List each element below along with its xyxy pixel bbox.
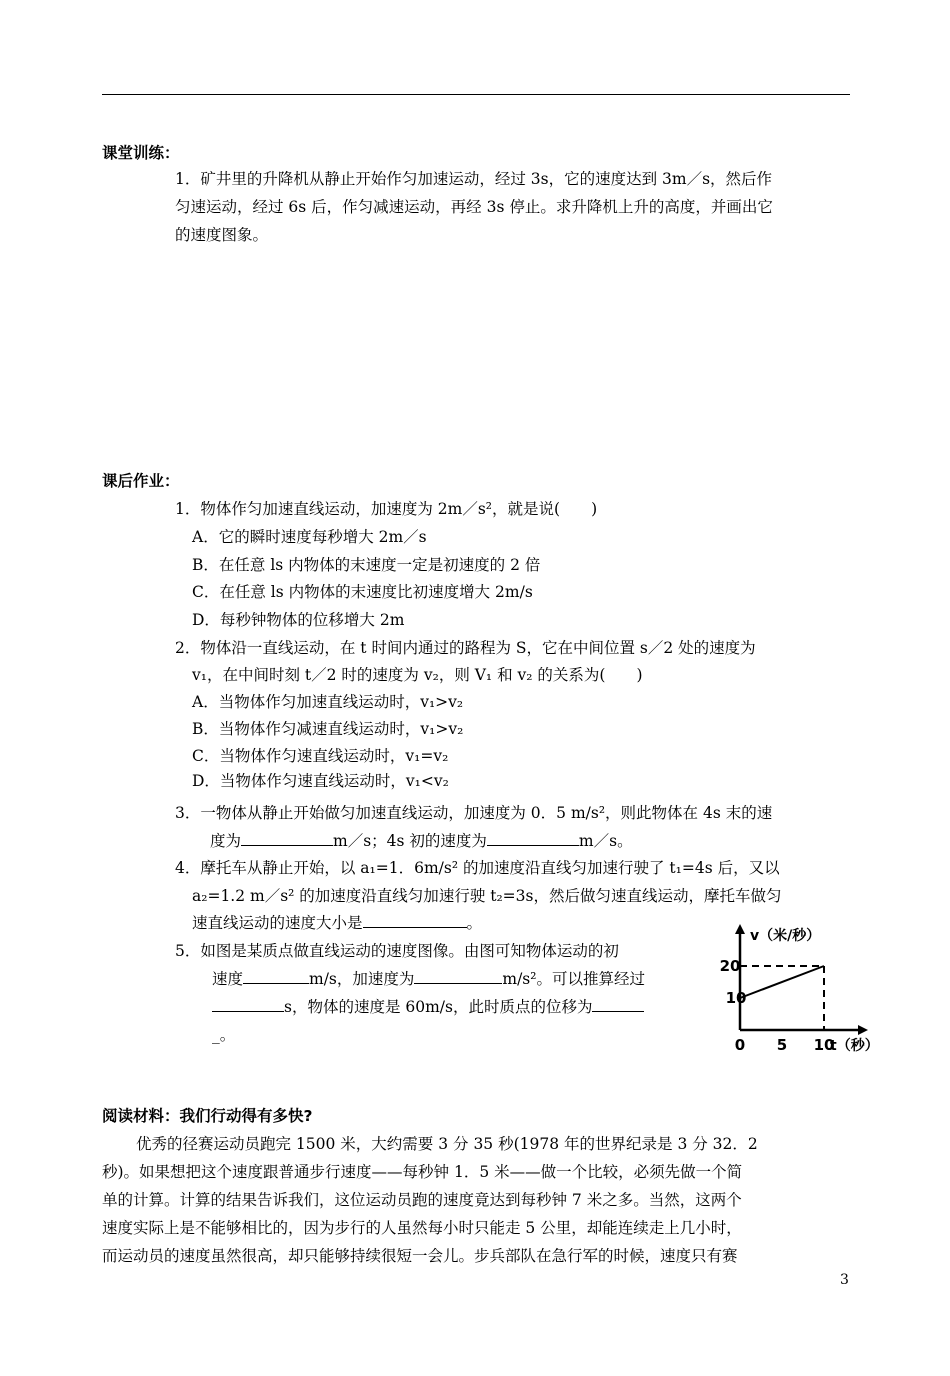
hw-q1-option-a: A．它的瞬时速度每秒增大 2m／s bbox=[192, 528, 427, 546]
classwork-q1-line3: 的速度图象。 bbox=[175, 226, 269, 244]
hw-q5-line1: 5．如图是某质点做直线运动的速度图像。由图可知物体运动的初 bbox=[175, 942, 619, 960]
x-tick-label-0: 0 bbox=[734, 1036, 746, 1053]
hw-q2-stem-line2: v₁，在中间时刻 t／2 时的速度为 v₂，则 V₁ 和 v₂ 的关系为( ) bbox=[192, 666, 643, 684]
reading-line-2: 秒)。如果想把这个速度跟普通步行速度——每秒钟 1．5 米——做一个比较，必须先做一个简 bbox=[102, 1163, 743, 1181]
hw-q5-blank-2[interactable] bbox=[414, 969, 502, 984]
velocity-line bbox=[740, 966, 824, 998]
reading-line-3: 单的计算。计算的结果告诉我们，这位运动员跑的速度竟达到每秒钟 7 米之多。当然，这两个 bbox=[102, 1191, 742, 1209]
hw-q2-option-c: C．当物体作匀速直线运动时，v₁=v₂ bbox=[192, 747, 449, 765]
hw-q2-option-a: A．当物体作匀加速直线运动时，v₁>v₂ bbox=[192, 693, 464, 711]
hw-q4-text-b: 。 bbox=[466, 914, 483, 932]
page-number: 3 bbox=[840, 1272, 849, 1288]
hw-q4-text-a: 速直线运动的速度大小是 bbox=[192, 914, 363, 932]
classwork-heading: 课堂训练： bbox=[102, 144, 180, 162]
y-tick-label-20: 20 bbox=[719, 957, 741, 975]
hw-q3-text-a: 度为 bbox=[210, 832, 242, 850]
x-tick-label-5: 5 bbox=[776, 1036, 788, 1053]
hw-q5-text-b: m/s，加速度为 bbox=[309, 970, 415, 988]
hw-q1-option-b: B．在任意 ls 内物体的末速度一定是初速度的 2 倍 bbox=[192, 556, 541, 574]
y-axis-arrow bbox=[735, 924, 745, 934]
hw-q5-text-d: s，物体的速度是 60m/s，此时质点的位移为 bbox=[284, 998, 593, 1016]
hw-q5-blank-4[interactable] bbox=[592, 997, 644, 1012]
hw-q2-option-d: D．当物体作匀速直线运动时，v₁<v₂ bbox=[192, 772, 449, 790]
hw-q3-text-c: m／s。 bbox=[578, 832, 633, 850]
hw-q5-text-a: 速度 bbox=[212, 970, 244, 988]
hw-q4-line2: a₂=1.2 m／s² 的加速度沿直线匀加速行驶 t₂=3s，然后做匀速直线运动，摩托车做匀 bbox=[192, 887, 782, 905]
hw-q4-line3 bbox=[192, 911, 482, 933]
chart-plot-area bbox=[720, 924, 879, 1053]
x-axis-label: t（秒） bbox=[830, 1038, 879, 1053]
hw-q5-blank-3[interactable] bbox=[212, 997, 284, 1012]
hw-q3-blank-1[interactable] bbox=[241, 831, 333, 846]
hw-q1-option-d: D．每秒钟物体的位移增大 2m bbox=[192, 611, 405, 629]
hw-q5-line3 bbox=[212, 995, 644, 1017]
hw-q3-line2 bbox=[210, 829, 633, 851]
x-axis-arrow bbox=[858, 1025, 868, 1035]
classwork-q1-line1: 1．矿井里的升降机从静止开始作匀加速运动，经过 3s，它的速度达到 3m／s，然后作 bbox=[175, 170, 773, 188]
hw-q3-line1: 3．一物体从静止开始做匀加速直线运动，加速度为 0．5 m/s²，则此物体在 4s 末的速 bbox=[175, 804, 773, 822]
hw-q2-option-b: B．当物体作匀减速直线运动时，v₁>v₂ bbox=[192, 720, 464, 738]
hw-q5-blank-1[interactable] bbox=[243, 969, 309, 984]
hw-q5-line4: _。 bbox=[212, 1026, 236, 1044]
hw-q4-line1: 4．摩托车从静止开始，以 a₁=1．6m/s² 的加速度沿直线匀加速行驶了 t₁=4s 后，又以 bbox=[175, 859, 780, 877]
reading-line-5: 而运动员的速度虽然很高，却只能够持续很短一会儿。步兵部队在急行军的时候，速度只有赛 bbox=[102, 1247, 738, 1265]
hw-q4-blank[interactable] bbox=[363, 913, 467, 928]
hw-q1-stem: 1．物体作匀加速直线运动，加速度为 2m／s²，就是说( ) bbox=[175, 500, 598, 518]
classwork-q1-line2: 匀速运动，经过 6s 后，作匀减速运动，再经 3s 停止。求升降机上升的高度，并画出它 bbox=[175, 198, 773, 216]
x-tick-label-10: 10 bbox=[813, 1036, 835, 1053]
hw-q5-text-c: m/s²。可以推算经过 bbox=[502, 970, 645, 988]
hw-q1-option-c: C．在任意 ls 内物体的末速度比初速度增大 2m/s bbox=[192, 583, 533, 601]
y-tick-label-10: 10 bbox=[725, 989, 747, 1007]
reading-line-4: 速度实际上是不能够相比的，因为步行的人虽然每小时只能走 5 公里，却能连续走上几小时， bbox=[102, 1219, 742, 1237]
homework-heading: 课后作业： bbox=[102, 472, 180, 490]
hw-q5-line2 bbox=[212, 967, 645, 989]
header-rule bbox=[102, 94, 850, 95]
reading-line-1: 优秀的径赛运动员跑完 1500 米，大约需要 3 分 35 秒(1978 年的世界纪录是 3 分 32．2 bbox=[136, 1135, 758, 1153]
reading-heading: 阅读材料：我们行动得有多快? bbox=[102, 1107, 313, 1125]
hw-q2-stem-line1: 2．物体沿一直线运动，在 t 时间内通过的路程为 S，它在中间位置 s／2 处的速度为 bbox=[175, 639, 756, 657]
hw-q3-blank-2[interactable] bbox=[487, 831, 579, 846]
hw-q3-text-b: m／s；4s 初的速度为 bbox=[333, 832, 487, 850]
y-axis-label: v（米/秒） bbox=[750, 928, 821, 944]
velocity-time-chart bbox=[718, 918, 888, 1053]
